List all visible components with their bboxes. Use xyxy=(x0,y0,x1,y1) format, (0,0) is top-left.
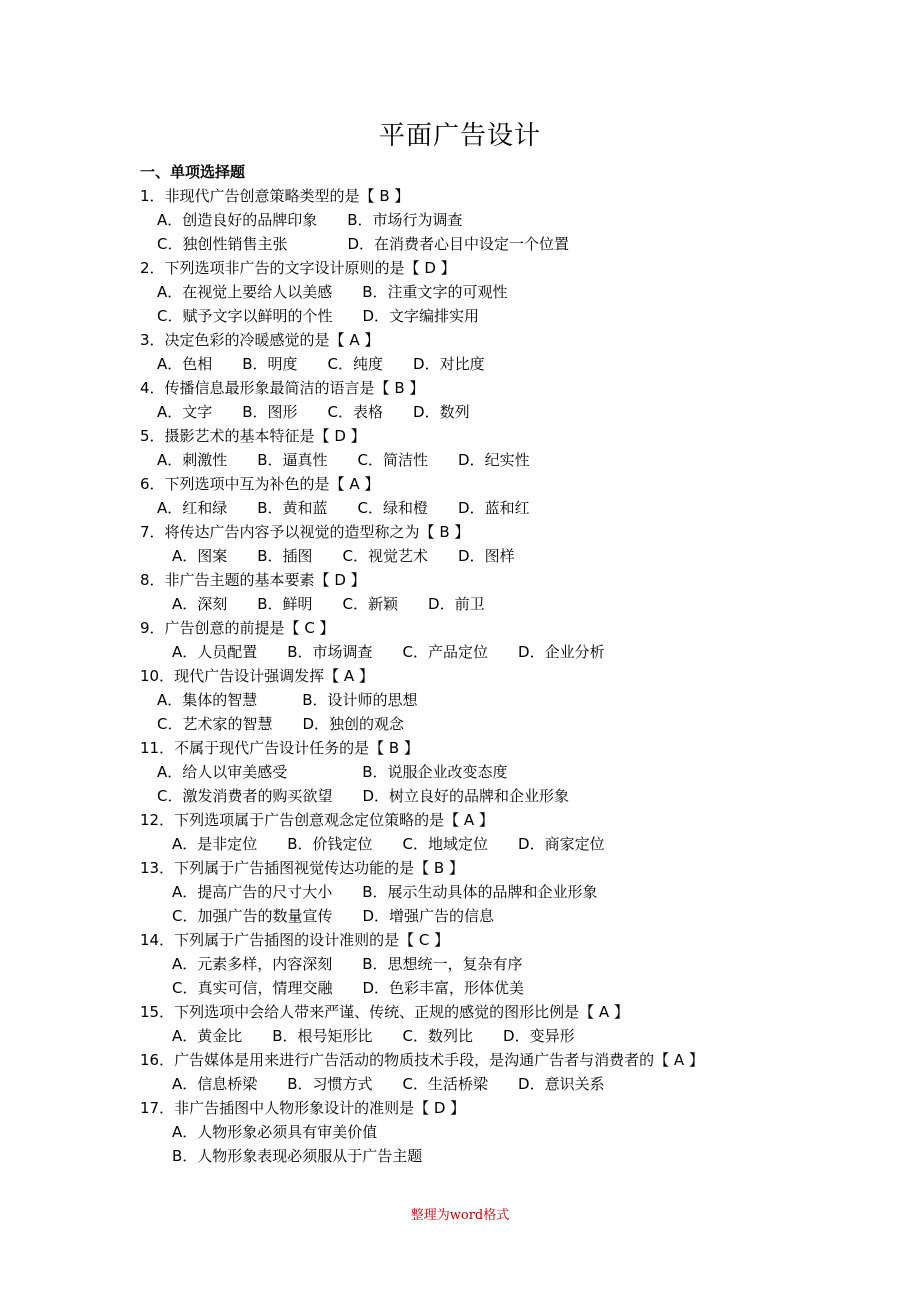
option-line: B．人物形象表现必须服从于广告主题 xyxy=(172,1147,423,1165)
question-line: 6．下列选项中互为补色的是【 A 】 xyxy=(140,475,380,493)
option-line: A．色相 B．明度 C．纯度 D．对比度 xyxy=(157,355,485,373)
question-line: 13．下列属于广告插图视觉传达功能的是【 B 】 xyxy=(140,859,464,877)
question-line: 12．下列选项属于广告创意观念定位策略的是【 A 】 xyxy=(140,811,494,829)
page-footer: 整理为word格式 xyxy=(410,1208,510,1223)
question-line: 16．广告媒体是用来进行广告活动的物质技术手段，是沟通广告者与消费者的【 A 】 xyxy=(140,1051,704,1069)
question-line: 14．下列属于广告插图的设计准则的是【 C 】 xyxy=(140,931,450,949)
question-line: 15．下列选项中会给人带来严谨、传统、正规的感觉的图形比例是【 A 】 xyxy=(140,1003,629,1021)
option-line: A．信息桥梁 B．习惯方式 C．生活桥梁 D．意识关系 xyxy=(172,1075,605,1093)
option-line: A．刺激性 B．逼真性 C．简洁性 D．纪实性 xyxy=(157,451,530,469)
question-line: 3．决定色彩的冷暖感觉的是【 A 】 xyxy=(140,331,380,349)
option-line: C．真实可信，情理交融 D．色彩丰富，形体优美 xyxy=(172,979,525,997)
option-line: A．图案 B．插图 C．视觉艺术 D．图样 xyxy=(172,547,515,565)
option-line: C．赋予文字以鲜明的个性 D．文字编排实用 xyxy=(157,307,480,325)
option-line: A．人物形象必须具有审美价值 xyxy=(172,1123,378,1141)
question-line: 4．传播信息最形象最简洁的语言是【 B 】 xyxy=(140,379,425,397)
option-line: C．激发消费者的购买欲望 D．树立良好的品牌和企业形象 xyxy=(157,787,570,805)
option-line: A．集体的智慧 B．设计师的思想 xyxy=(157,691,418,709)
option-line: A．是非定位 B．价钱定位 C．地域定位 D．商家定位 xyxy=(172,835,605,853)
option-line: A．给人以审美感受 B．说服企业改变态度 xyxy=(157,763,508,781)
option-line: A．元素多样，内容深刻 B．思想统一，复杂有序 xyxy=(172,955,523,973)
question-line: 5．摄影艺术的基本特征是【 D 】 xyxy=(140,427,366,445)
option-line: A．提高广告的尺寸大小 B．展示生动具体的品牌和企业形象 xyxy=(172,883,598,901)
option-line: C．加强广告的数量宣传 D．增强广告的信息 xyxy=(172,907,495,925)
section-heading: 一、单项选择题 xyxy=(140,163,246,181)
option-line: A．人员配置 B．市场调查 C．产品定位 D．企业分析 xyxy=(172,643,605,661)
option-line: A．红和绿 B．黄和蓝 C．绿和橙 D．蓝和红 xyxy=(157,499,530,517)
option-line: A．文字 B．图形 C．表格 D．数列 xyxy=(157,403,470,421)
question-line: 11．不属于现代广告设计任务的是【 B 】 xyxy=(140,739,419,757)
option-line: A．黄金比 B．根号矩形比 C．数列比 D．变异形 xyxy=(172,1027,575,1045)
page-title: 平面广告设计 xyxy=(378,121,541,151)
option-line: A．创造良好的品牌印象 B．市场行为调查 xyxy=(157,211,463,229)
question-line: 17．非广告插图中人物形象设计的准则是【 D 】 xyxy=(140,1099,466,1117)
question-line: 2．下列选项非广告的文字设计原则的是【 D 】 xyxy=(140,259,456,277)
question-line: 8．非广告主题的基本要素【 D 】 xyxy=(140,571,366,589)
option-line: A．深刻 B．鲜明 C．新颖 D．前卫 xyxy=(172,595,485,613)
option-line: C．独创性销售主张 D．在消费者心目中设定一个位置 xyxy=(157,235,570,253)
question-line: 7．将传达广告内容予以视觉的造型称之为【 B 】 xyxy=(140,523,470,541)
option-line: C．艺术家的智慧 D．独创的观念 xyxy=(157,715,405,733)
option-line: A．在视觉上要给人以美感 B．注重文字的可观性 xyxy=(157,283,508,301)
question-line: 1．非现代广告创意策略类型的是【 B 】 xyxy=(140,187,410,205)
question-line: 9．广告创意的前提是【 C 】 xyxy=(140,619,335,637)
question-line: 10．现代广告设计强调发挥【 A 】 xyxy=(140,667,374,685)
